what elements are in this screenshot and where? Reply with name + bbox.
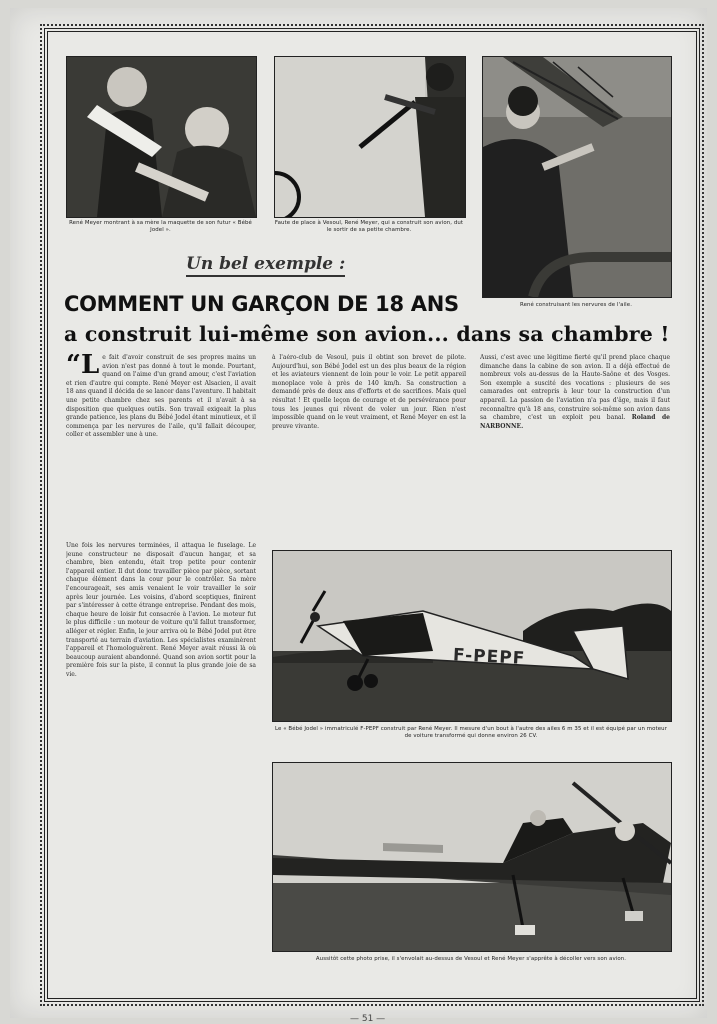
- caption-bottom: Aussitôt cette photo prise, il s'envolait au-dessus de Vesoul et René Meyer s'apprête à décoller vers son avion.: [315, 956, 627, 962]
- article-kicker: Un bel exemple :: [186, 254, 345, 277]
- article-subheadline: a construit lui-même son avion... dans sa chambre !: [64, 322, 670, 346]
- dropcap: “L: [66, 354, 100, 380]
- plane-registration: F-PEPF: [452, 645, 526, 669]
- column-1-continued-text: Une fois les nervures terminées, il attaqua le fuselage. Le jeune constructeur ne disposait d'aucun hangar, et sa chambre, bien entendu, était trop petite pour contenir l'appareil entier. Il dut donc travailler pièce par pièce, sortant chaque élément dans la cour pour le contrôler. Sa mère l'encourageait, ses amis venaient le voir travailler le soir après leur journée. Les voisins, d'abord sceptiques, finirent par s'intéresser à cette étrange entreprise. Pendant des mois, chaque heure de loisir fut consacrée à l'avion. Le moteur fut le plus difficile : un moteur de voiture qu'il fallut transformer, alléger et régler. Enfin, le jour arriva où le Bébé Jodel put être transporté au terrain d'aviation. Les spécialistes examinèrent l'appareil et l'homologuèrent. René Meyer avait réussi là où beaucoup auraient abandonné. Quand son avion sortit pour la première fois sur la piste, il connut la plus grande joie de sa vie.: [66, 542, 256, 678]
- caption-top-right: René construisant les nervures de l'aile.: [519, 302, 633, 308]
- page-number: — 51 —: [350, 1014, 386, 1024]
- caption-top-middle: Faute de place à Vesoul, René Meyer, qui a construit son avion, dut le sortir de sa petite chambre.: [274, 220, 464, 233]
- article-column-1-continued: [66, 542, 256, 977]
- photo-plane-on-ground: [272, 550, 672, 722]
- photo-building-ribs: [482, 56, 672, 298]
- photo-leaving-room: [274, 56, 466, 218]
- caption-middle: Le « Bébé Jodel » immatriculé F-PEPF construit par René Meyer. Il mesure d'un bout à l'autre des ailes 6 m 35 et il est équipé par un moteur de voiture transformé qui donne environ 26 CV.: [274, 726, 668, 739]
- column-2-text: à l'aéro-club de Vesoul, puis il obtint son brevet de pilote. Aujourd'hui, son Bébé Jodel est un des plus beaux de la région et les aviateurs viennent de loin pour le voir. Le petit appareil monoplace vole à près de 140 km/h. Sa construction a demandé près de deux ans d'efforts et de sacrifices. Mais quel résultat ! Et quelle leçon de courage et de persévérance pour tous les jeunes qui rêvent de voler un jour. Rien n'est impossible quand on le veut vraiment, et René Meyer en est la preuve vivante.: [272, 354, 466, 430]
- article-column-3: [480, 354, 670, 540]
- magazine-page: [10, 8, 707, 1024]
- column-1-text: e fait d'avoir construit de ses propres mains un avion n'est pas donné à tout le monde. Pourtant, quand on l'aime d'un grand amour, c'est l'aviation et rien d'autre qui compte. René Meyer est Alsacien, il avait 18 ans quand il décida de se lancer dans l'aventure. Il habitait une petite chambre chez ses parents et il n'avait à sa disposition que quelques outils. Son travail exigeait la plus grande patience, les plans du Bébé Jodel étant minutieux, et il commença par les nervures de l'aile, qu'il fallait découper, coller et assembler une à une.: [66, 354, 256, 439]
- caption-top-left: René Meyer montrant à sa mère la maquette de son futur « Bébé Jodel ».: [69, 220, 252, 233]
- article-column-1: [66, 354, 256, 542]
- photo-plane-takeoff: [272, 762, 672, 952]
- column-3-text: Aussi, c'est avec une légitime fierté qu'il prend place chaque dimanche dans la cabine de son avion. Il a déjà effectué de nombreux vols au-dessus de la Haute-Saône et des Vosges. Son exemple a suscité des vocations : plusieurs de ses camarades ont entrepris à leur tour la construction d'un appareil. La passion de l'aviation n'a pas d'âge, mais il faut reconnaître qu'à 18 ans, construire soi-même son avion dans sa chambre, c'est un exploit peu banal.: [480, 354, 670, 422]
- article-headline: COMMENT UN GARÇON DE 18 ANS: [64, 292, 459, 316]
- article-signature: Roland de NARBONNE.: [480, 414, 670, 430]
- photo-mother-and-son: [66, 56, 257, 218]
- article-column-2: [272, 354, 466, 540]
